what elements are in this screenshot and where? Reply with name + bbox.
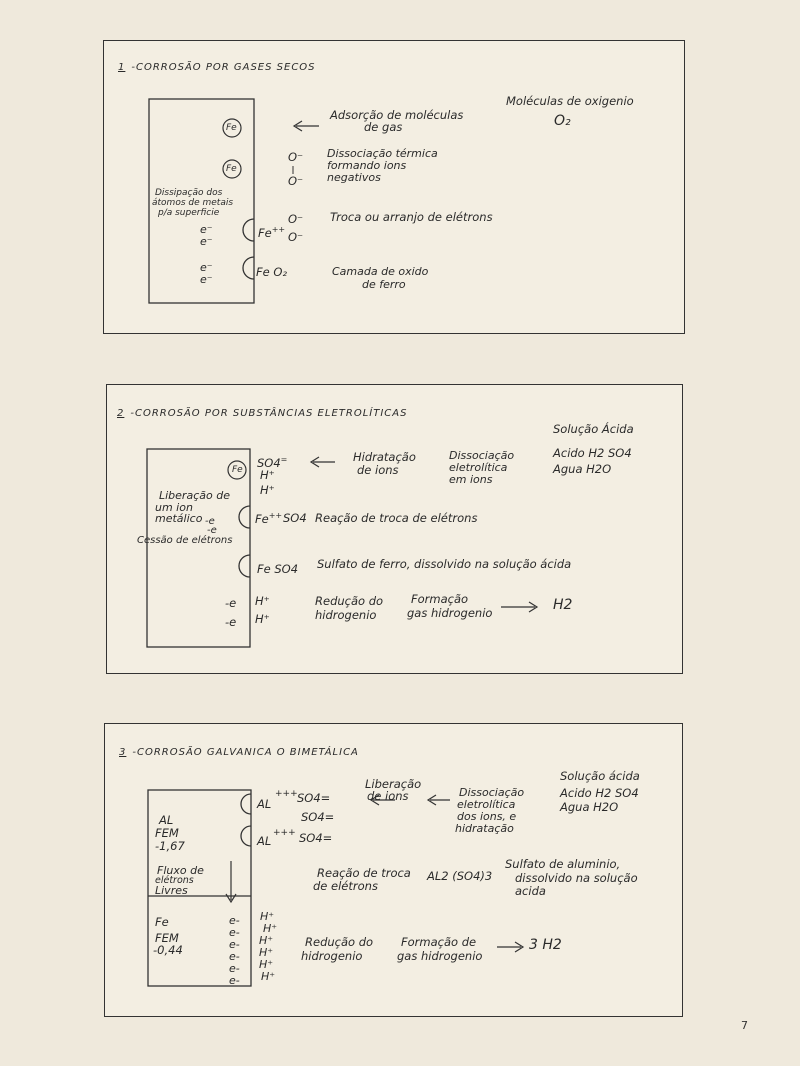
h-plus-3: H⁺ (255, 594, 270, 608)
liberation-label-1: Liberação de (159, 489, 230, 502)
electron-2: e⁻ (200, 235, 213, 248)
fe-atom-label: Fe (232, 465, 243, 475)
exchange-reaction-label: Reação de troca de elétrons (315, 511, 478, 525)
h2-label: 3 H2 (529, 937, 562, 953)
dissociation-label-2: eletrolítica (457, 798, 516, 811)
electron-1: e⁻ (200, 223, 213, 236)
dissociation-label-2: eletrolítica (449, 461, 508, 474)
liberation-label-1: Liberação (365, 777, 422, 791)
electron-cession-label: Cessão de elétrons (137, 535, 233, 546)
dissipation-label-2: átomos de metais (152, 198, 234, 208)
hydration-label-2: de ions (357, 463, 399, 477)
electron-5: e- (229, 962, 240, 975)
dissipation-label-3: p/a superficie (158, 208, 220, 218)
panel-electrolytic-corrosion (106, 384, 683, 674)
adsorption-label-2: de gas (364, 120, 403, 134)
electron-2: e- (229, 926, 240, 939)
o2-formula: O₂ (554, 113, 571, 129)
al-ion-2: AL (257, 834, 272, 848)
oxide-layer-label-1: Camada de oxido (332, 265, 429, 278)
formation-label-1: Formação (411, 592, 469, 606)
so4-ion-2: SO4 (283, 511, 307, 525)
pit-arc-1 (243, 219, 254, 241)
reduction-label-2: hidrogenio (315, 608, 377, 622)
dissociation-label-2: formando ions (327, 159, 407, 172)
hydration-label-1: Hidratação (353, 450, 416, 464)
o-minus-1: O⁻ (288, 150, 304, 164)
pit-arc-2 (243, 257, 254, 279)
adsorption-label-1: Adsorção de moléculas (330, 108, 464, 122)
dissociation-label-3: negativos (327, 171, 381, 184)
al-charge-2: +++ (273, 828, 296, 838)
so4-ion-2: SO4= (301, 810, 335, 824)
sulfate-label-3: acida (515, 884, 546, 898)
formation-label-2: gas hidrogenio (407, 606, 493, 620)
o-pair-2: O⁻ (288, 230, 304, 244)
fe-atom-label-1: Fe (226, 123, 237, 133)
al2so4-label: AL2 (SO4)3 (427, 869, 493, 883)
fe-block-label-2: FEM (155, 931, 179, 945)
pit-arc-2 (239, 555, 250, 577)
h-plus-4: H⁺ (259, 946, 274, 959)
e-minus-small-2: -e (207, 525, 217, 536)
liberation-label-3: metálico (155, 512, 203, 525)
dissociation-label-3: em ions (449, 473, 493, 486)
h-plus-4: H⁺ (255, 612, 270, 626)
formation-label-1: Formação de (401, 935, 477, 949)
liberation-label-2: um ion (155, 501, 193, 514)
h2-label: H2 (553, 597, 573, 613)
oxide-layer-label-2: de ferro (362, 278, 406, 291)
fe-block-label-1: Fe (155, 915, 169, 929)
electron-4: e⁻ (200, 273, 213, 286)
h-plus-2: H⁺ (263, 922, 278, 935)
acid-solution-title: Solução Ácida (553, 422, 634, 436)
water-formula: Agua H2O (560, 800, 619, 814)
reduction-label-1: Redução do (315, 594, 384, 608)
panel-dry-gas-corrosion (103, 40, 685, 334)
al-block-label-3: -1,67 (155, 839, 185, 853)
o-minus-2: O⁻ (288, 174, 304, 188)
flow-label-3: Livres (155, 884, 188, 897)
h-plus-6: H⁺ (261, 970, 276, 983)
acid-formula: Acido H2 SO4 (560, 786, 639, 800)
h-plus-3: H⁺ (259, 934, 274, 947)
electron-6: e- (229, 974, 240, 987)
dissociation-label-1: Dissociação térmica (327, 147, 438, 160)
pit-arc-1 (239, 506, 250, 528)
electron-3: e- (229, 938, 240, 951)
oxygen-molecules-title: Moléculas de oxigenio (506, 94, 634, 108)
e-minus-2: -e (225, 615, 237, 629)
al-ion-1: AL (257, 797, 272, 811)
formation-label-2: gas hidrogenio (397, 949, 483, 963)
al-block-label-2: FEM (155, 826, 179, 840)
o-pair-1: O⁻ (288, 212, 304, 226)
dissipation-label-1: Dissipação dos (155, 188, 223, 198)
reduction-label-2: hidrogenio (301, 949, 363, 963)
water-formula: Agua H2O (553, 462, 612, 476)
feso4-label: Fe SO4 (257, 562, 299, 576)
flow-label-1: Fluxo de (157, 864, 204, 877)
dissociation-label-1: Dissociação (459, 786, 525, 799)
page-number: 7 (741, 1019, 748, 1032)
fe-block-label-3: -0,44 (153, 943, 183, 957)
pit-arc-1 (241, 794, 251, 814)
section-2-title: 2 -CORROSÃO POR SUBSTÂNCIAS ELETROLÍTICAS (117, 408, 408, 419)
electron-1: e- (229, 914, 240, 927)
h-plus-2: H⁺ (260, 483, 275, 497)
sulfate-label-2: dissolvido na solução (515, 871, 638, 885)
so4-ion-1: SO4= (297, 791, 331, 805)
so4-ion: SO4= (257, 455, 288, 470)
fe-atom-label-2: Fe (226, 164, 237, 174)
acid-solution-title: Solução ácida (560, 769, 640, 783)
pit-arc-2 (241, 826, 251, 846)
e-minus-small-1: -e (205, 516, 215, 527)
h-plus-1: H⁺ (260, 910, 275, 923)
liberation-label-2: de ions (367, 789, 409, 803)
dissociation-label-1: Dissociação (449, 449, 515, 462)
sulfate-label-1: Sulfato de aluminio, (505, 857, 621, 871)
e-minus-1: -e (225, 596, 237, 610)
panel-galvanic-corrosion (104, 723, 683, 1017)
exchange-label: Troca ou arranjo de elétrons (330, 210, 493, 224)
flow-label-2: elétrons (155, 875, 194, 886)
electron-4: e- (229, 950, 240, 963)
fe-ion-label: Fe++ (258, 225, 286, 240)
section-3-title: 3 -CORROSÃO GALVANICA O BIMETÁLICA (119, 747, 359, 758)
acid-formula: Acido H2 SO4 (553, 446, 632, 460)
dissociation-label-4: hidratação (455, 822, 514, 835)
al-charge-1: +++ (275, 789, 298, 799)
exchange-label-1: Reação de troca (317, 866, 411, 880)
fe-ion-label: Fe++ (255, 511, 283, 526)
so4-ion-3: SO4= (299, 831, 333, 845)
sulfate-label: Sulfato de ferro, dissolvido na solução ácida (317, 557, 572, 571)
section-1-title: 1 -CORROSÃO POR GASES SECOS (118, 62, 316, 73)
exchange-label-2: de elétrons (313, 879, 378, 893)
electron-3: e⁻ (200, 261, 213, 274)
reduction-label-1: Redução do (305, 935, 374, 949)
feo2-label: Fe O₂ (256, 265, 288, 279)
al-block-label-1: AL (159, 813, 174, 827)
h-plus-5: H⁺ (259, 958, 274, 971)
h-plus-1: H⁺ (260, 468, 275, 482)
dissociation-label-3: dos ions, e (457, 810, 517, 823)
